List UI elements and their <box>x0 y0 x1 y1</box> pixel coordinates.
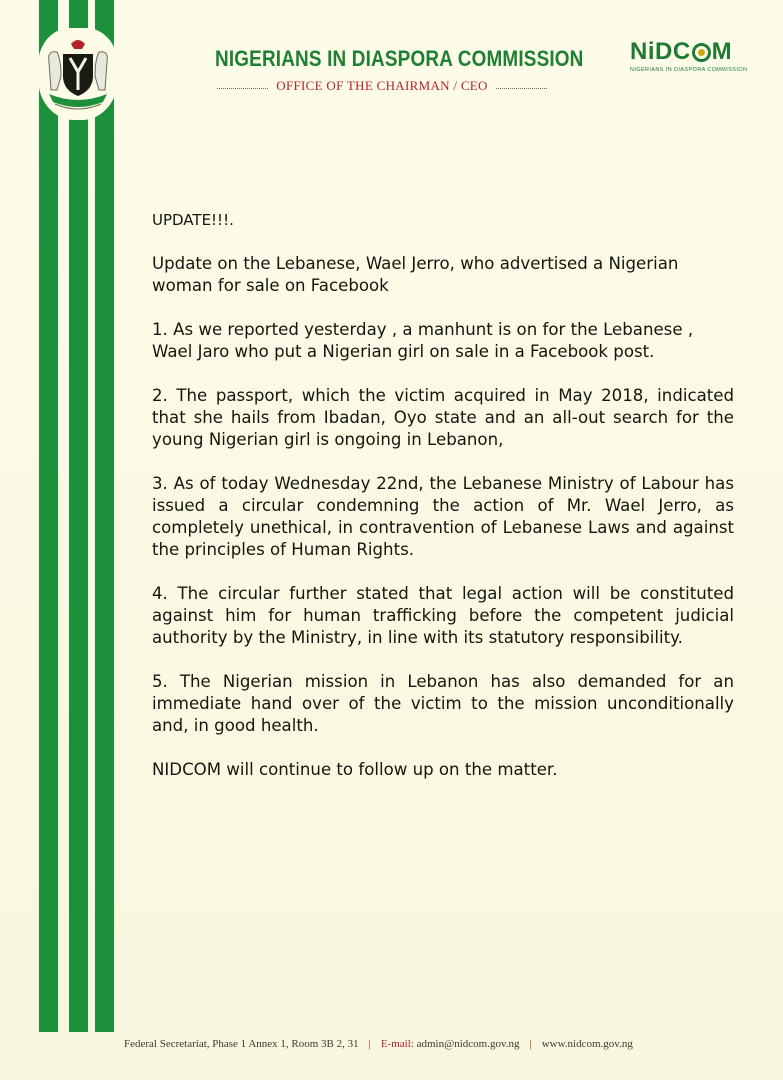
logo-wordmark <box>630 38 758 66</box>
letter-paragraph: 4. The circular further stated that legal action will be constituted against him for human trafficking before the competent judicial authority by the Ministry, in line with its statutory responsibility. <box>152 584 734 647</box>
letter-paragraph: 3. As of today Wednesday 22nd, the Lebanese Ministry of Labour has issued a circular condemning the action of Mr. Wael Jerro, as completely unethical, in contravention of Lebanese Laws and against the principles of Human Rights. <box>152 474 734 559</box>
footer-website[interactable]: www.nidcom.gov.ng <box>541 1038 633 1050</box>
letter-heading: UPDATE!!!. <box>152 211 234 229</box>
nigeria-coat-of-arms-icon <box>38 28 118 120</box>
footer-separator: | <box>529 1038 532 1050</box>
dotted-rule-right <box>496 88 547 89</box>
letter-body <box>152 209 734 803</box>
logo-text-b: M <box>711 38 733 65</box>
letter-paragraph: Update on the Lebanese, Wael Jerro, who advertised a Nigerian woman for sale on Facebook <box>152 254 679 295</box>
logo-text-a: NiDC <box>630 38 691 65</box>
logo-globe-icon <box>692 43 711 62</box>
footer-address: Federal Secretariat, Phase 1 Annex 1, Room 3B 2, 31 <box>124 1038 359 1050</box>
letter-closing: NIDCOM will continue to follow up on the matter. <box>152 760 558 779</box>
dotted-rule-left <box>217 88 268 89</box>
letter-paragraph: 5. The Nigerian mission in Lebanon has also demanded for an immediate hand over of the victim to the mission unconditionally and, in good health. <box>152 672 734 735</box>
green-stripe-right <box>95 0 114 1032</box>
letter-paragraph: 1. As we reported yesterday , a manhunt is on for the Lebanese , Wael Jaro who put a Nigerian girl on sale in a Facebook post. <box>152 320 694 361</box>
green-stripe-left <box>39 0 58 1032</box>
office-title: OFFICE OF THE CHAIRMAN / CEO <box>276 78 488 93</box>
letter-paragraph: 2. The passport, which the victim acquired in May 2018, indicated that she hails from Ibadan, Oyo state and an all-out search for the young Nigerian girl is ongoing in Lebanon, <box>152 386 734 449</box>
green-stripe-middle <box>69 0 88 1032</box>
office-line <box>217 78 547 94</box>
organization-title: NIGERIANS IN DIASPORA COMMISSION <box>215 46 584 71</box>
footer-separator: | <box>368 1038 371 1050</box>
footer-email[interactable]: admin@nidcom.gov.ng <box>416 1038 520 1050</box>
logo-subtitle: NIGERIANS IN DIASPORA COMMISSION <box>630 67 748 73</box>
nidcom-logo <box>630 38 758 78</box>
footer-email-label: E-mail: <box>380 1038 414 1050</box>
footer <box>124 1038 724 1050</box>
